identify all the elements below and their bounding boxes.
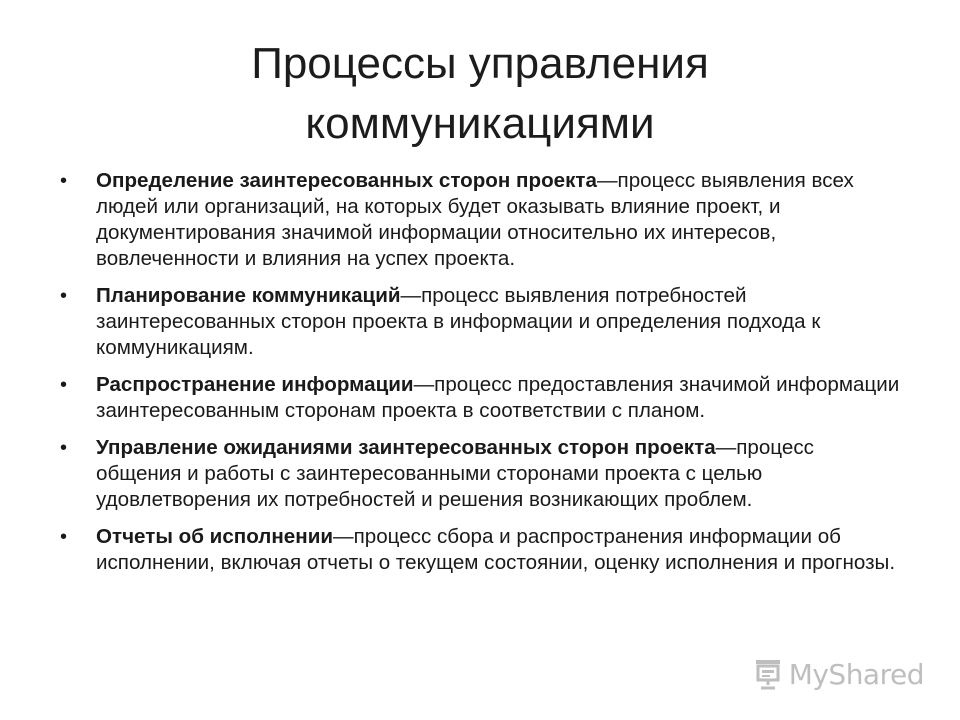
bullet-term: Распространение информации (96, 373, 414, 396)
bullet-term: Определение заинтересованных сторон проекта (96, 169, 597, 192)
bullet-icon: • (60, 170, 68, 192)
bullet-term: Отчеты об исполнении (96, 525, 334, 548)
bullet-icon: • (60, 285, 68, 307)
bullet-item (60, 283, 900, 361)
bullet-term: Планирование коммуникаций (96, 284, 401, 307)
bullet-item (60, 372, 900, 424)
bullet-description: —процесс общения и работы с заинтересованными сторонами проекта с целью удовлетворения их потребностей и решения возникающих проблем. (96, 436, 814, 511)
bullet-description: —процесс предоставления значимой информации заинтересованным сторонам проекта в соответствии с планом. (96, 373, 900, 422)
bullet-icon: • (60, 374, 68, 396)
bullet-term: Управление ожиданиями заинтересованных сторон проекта (96, 436, 716, 459)
slide-title-line-1: Процессы управления (251, 39, 709, 88)
bullet-description: —процесс выявления всех людей или организаций, на которых будет оказывать влияние проект, и документирования значимой информации относительно их интересов, вовлеченности и влияния на успех проекта. (96, 169, 854, 270)
bullet-description: —процесс выявления потребностей заинтересованных сторон проекта в информации и определения подхода к коммуникациям. (96, 284, 821, 359)
bullet-icon: • (60, 437, 68, 459)
bullet-item (60, 168, 900, 272)
presentation-board-icon (753, 658, 783, 690)
bullet-icon: • (60, 526, 68, 548)
slide-title (130, 34, 830, 154)
bullet-description: —процесс сбора и распространения информации об исполнении, включая отчеты о текущем состоянии, оценку исполнения и прогнозы. (96, 525, 896, 574)
slide-title-line-2: коммуникациями (305, 99, 655, 148)
bullet-list (60, 168, 900, 587)
watermark-text: MyShared (788, 657, 924, 691)
bullet-item (60, 435, 900, 513)
watermark (753, 656, 924, 692)
bullet-item (60, 524, 900, 576)
